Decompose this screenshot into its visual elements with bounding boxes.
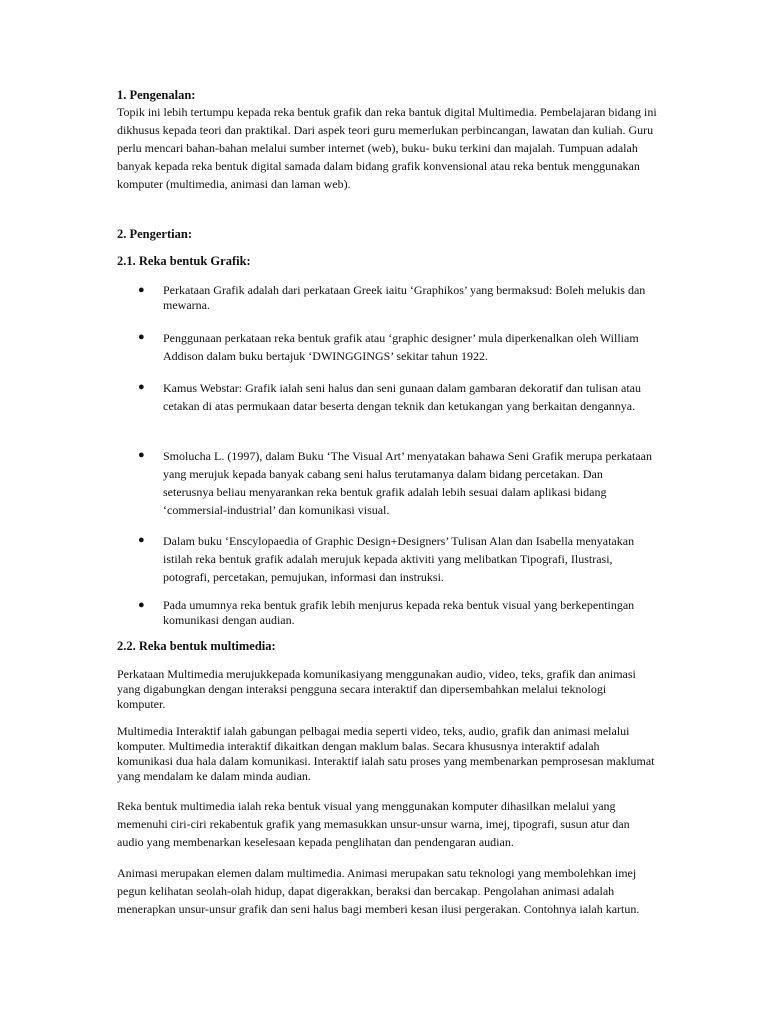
list-item: Penggunaan perkataan reka bentuk grafik atau ‘graphic designer’ mula diperkenalkan oleh William Addison dalam buku bertajuk ‘DWINGGINGS’ sekitar tahun 1922. xyxy=(163,331,639,363)
bullet-icon: ● xyxy=(138,534,145,546)
list-item: Kamus Webstar: Grafik ialah seni halus dan seni gunaan dalam gambaran dekoratif dan tulisan atau cetakan di atas permukaan datar beserta dengan teknik dan ketukangan yang berkaitan dengannya. xyxy=(163,381,641,413)
bullet-icon: ● xyxy=(138,449,145,461)
heading-reka-bentuk-grafik: 2.1. Reka bentuk Grafik: xyxy=(117,254,251,268)
paragraph-pengenalan: Topik ini lebih tertumpu kepada reka bentuk grafik dan reka bantuk digital Multimedia. Pembelajaran bidang ini dikhusus kepada teori dan praktikal. Dari aspek teori guru memerlukan perbincangan, lawatan dan kuliah. Guru perlu mencari bahan-bahan melalui sumber internet (web), buku- buku terkini dan majalah. Tumpuan adalah banyak kepada reka bentuk digital samada dalam bidang grafik konvensional atau reka bentuk menggunakan komputer (multimedia, animasi dan laman web). xyxy=(117,105,657,191)
paragraph-animasi: Animasi merupakan elemen dalam multimedia. Animasi merupakan satu teknologi yang membolehkan imej pegun kelihatan seolah-olah hidup, dapat digerakkan, beraksi dan bercakap. Pengolahan animasi adalah menerapkan unsur-unsur grafik dan seni halus bagi memberi kesan ilusi pergerakan. Contohnya ialah kartun. xyxy=(117,866,640,916)
bullet-icon: ● xyxy=(138,599,145,611)
paragraph-reka-bentuk-multimedia: Reka bentuk multimedia ialah reka bentuk visual yang menggunakan komputer dihasilkan melalui yang memenuhi ciri-ciri rekabentuk grafik yang memasukkan unsur-unsur warna, imej, tipografi, susun atur dan audio yang membenarkan keselesaan kepada penglihatan dan pendengaran audian. xyxy=(117,799,630,849)
heading-reka-bentuk-multimedia: 2.2. Reka bentuk multimedia: xyxy=(117,639,276,653)
paragraph-multimedia-definition: Perkataan Multimedia merujukkepada komunikasiyang menggunakan audio, video, teks, grafik dan animasi yang digabungkan dengan interaksi pengguna secara interaktif dan dipersembahkan melalui teknologi komputer. xyxy=(117,667,636,711)
bullet-icon: ● xyxy=(138,381,145,393)
list-item: Pada umumnya reka bentuk grafik lebih menjurus kepada reka bentuk visual yang berkepentingan komunikasi dengan audian. xyxy=(163,598,635,627)
bullet-icon: ● xyxy=(138,284,145,296)
heading-pengertian: 2. Pengertian: xyxy=(117,227,192,241)
list-item: Perkataan Grafik adalah dari perkataan Greek iaitu ‘Graphikos’ yang bermaksud: Boleh melukis dan mewarna. xyxy=(163,283,646,312)
list-item: Smolucha L. (1997), dalam Buku ‘The Visual Art’ menyatakan bahawa Seni Grafik merupa perkataan yang merujuk kepada banyak cabang seni halus terutamanya dalam bidang percetakan. Dan seterusnya beliau menyarankan reka bentuk grafik adalah lebih sesuai dalam aplikasi bidang ‘commersial-industrial’ dan komunikasi visual. xyxy=(163,449,653,517)
list-item: Dalam buku ‘Enscylopaedia of Graphic Design+Designers’ Tulisan Alan dan Isabella menyatakan istilah reka bentuk grafik adalah merujuk kepada aktiviti yang melibatkan Tipografi, Ilustrasi, potografi, percetakan, pemujukan, informasi dan instruksi. xyxy=(163,534,635,584)
heading-pengenalan: 1. Pengenalan: xyxy=(117,88,196,102)
paragraph-multimedia-interaktif: Multimedia Interaktif ialah gabungan pelbagai media seperti video, teks, audio, grafik dan animasi melalui komputer. Multimedia interaktif dikaitkan dengan maklum balas. Secara khususnya interaktif adalah komunikasi dua hala dalam komunikasi. Interaktif ialah satu proses yang membenarkan pemprosesan maklumat yang mendalam ke dalam minda audian. xyxy=(117,724,655,783)
bullet-icon: ● xyxy=(138,331,145,343)
